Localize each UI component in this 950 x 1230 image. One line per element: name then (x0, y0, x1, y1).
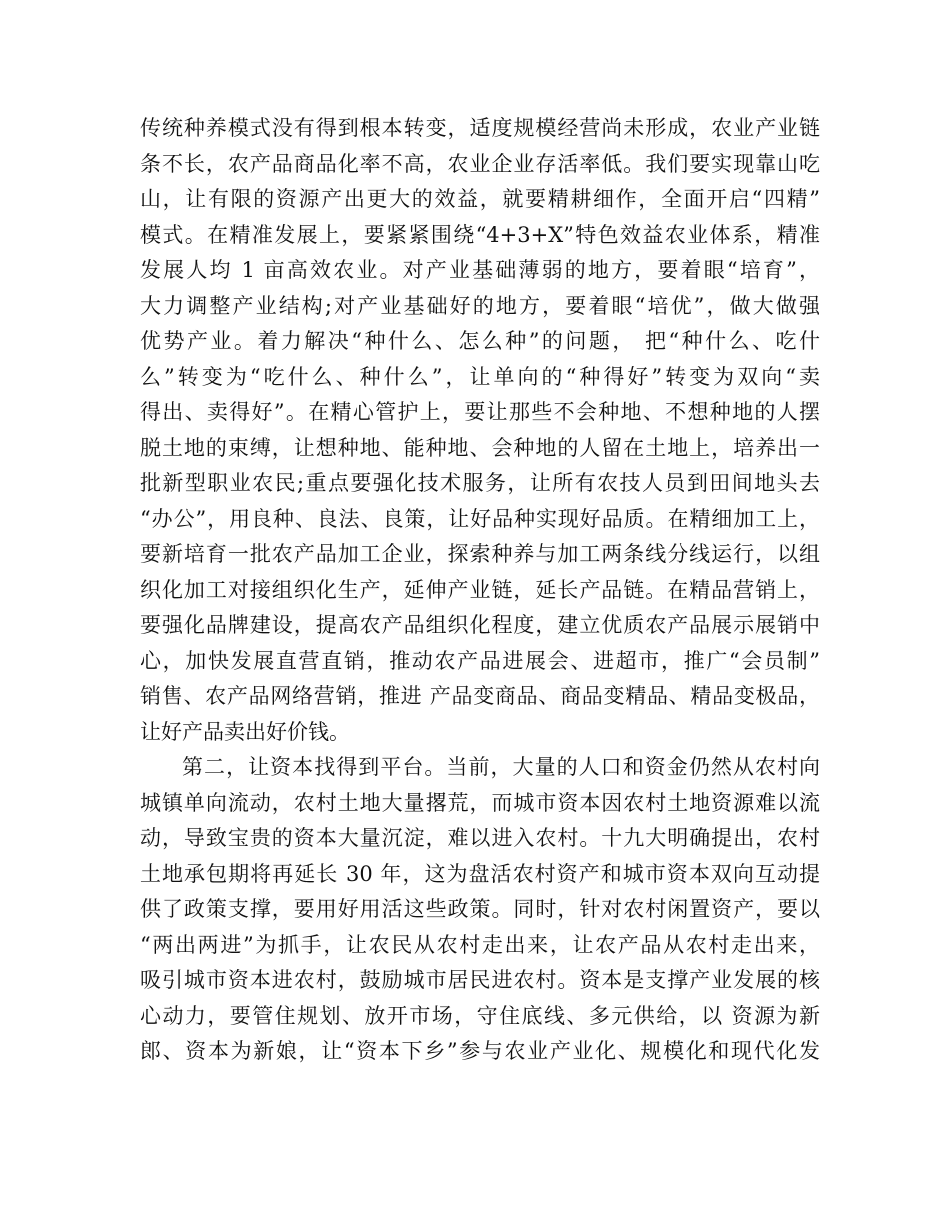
paragraph-line: 传统种养模式没有得到根本转变，适度规模经营尚未形成，农业产业链 (140, 116, 820, 140)
paragraph-line: “两出两进”为抓手，让农民从农村走出来，让农产品从农村走出来， (140, 932, 820, 957)
paragraph-2 (140, 750, 820, 1070)
paragraph-line: 优势产业。着力解决“种什么、怎么种”的问题， 把“种什么、吃什 (140, 329, 820, 353)
paragraph-line: 土地承包期将再延长 30 年，这为盘活农村资产和城市资本双向互动提 (140, 861, 820, 886)
paragraph-line: 么”转变为“吃什么、种什么”，让单向的“种得好”转变为双向“卖 (140, 364, 820, 389)
paragraph-line: 供了政策支撑，要用好用活这些政策。同时，针对农村闲置资产，要以 (140, 897, 820, 921)
paragraph-line: 脱土地的束缚，让想种地、能种地、会种地的人留在土地上，培养出一 (140, 435, 820, 460)
paragraph-line: 吸引城市资本进农村，鼓励城市居民进农村。资本是支撑产业发展的核 (140, 968, 820, 992)
paragraph-line: 让好产品卖出好价钱。 (140, 719, 350, 744)
document-body (140, 111, 820, 1070)
paragraph-line: 得出、卖得好”。在精心管护上，要让那些不会种地、不想种地的人摆 (140, 400, 820, 424)
paragraph-line: 销售、农产品网络营销，推进 产品变商品、商品变精品、精品变极品， (140, 684, 820, 708)
paragraph-line: 发展人均 1 亩高效农业。对产业基础薄弱的地方，要着眼“培育”， (140, 258, 820, 282)
paragraph-line: 要新培育一批农产品加工企业，探索种养与加工两条线分线运行，以组 (140, 542, 820, 566)
paragraph-line: 郎、资本为新娘，让“资本下乡”参与农业产业化、规模化和现代化发 (140, 1039, 820, 1063)
paragraph-line: “办公”，用良种、良法、良策，让好品种实现好品质。在精细加工上， (140, 506, 820, 531)
paragraph-line: 批新型职业农民;重点要强化技术服务，让所有农技人员到田间地头去 (140, 471, 820, 495)
paragraph-line: 第二，让资本找得到平台。当前，大量的人口和资金仍然从农村向 (182, 755, 820, 779)
paragraph-line: 条不长，农产品商品化率不高，农业企业存活率低。我们要实现靠山吃 (140, 151, 820, 176)
paragraph-line: 要强化品牌建设，提高农产品组织化程度，建立优质农产品展示展销中 (140, 613, 820, 637)
paragraph-line: 大力调整产业结构;对产业基础好的地方，要着眼“培优”，做大做强 (140, 293, 820, 318)
paragraph-line: 织化加工对接组织化生产，延伸产业链，延长产品链。在精品营销上， (140, 577, 820, 602)
paragraph-line: 动，导致宝贵的资本大量沉淀，难以进入农村。十九大明确提出，农村 (140, 826, 820, 850)
paragraph-line: 城镇单向流动，农村土地大量撂荒，而城市资本因农村土地资源难以流 (140, 790, 820, 815)
paragraph-line: 心动力，要管住规划、放开市场，守住底线、多元供给，以 资源为新 (140, 1003, 820, 1028)
paragraph-1 (140, 111, 820, 750)
paragraph-line: 山，让有限的资源产出更大的效益，就要精耕细作，全面开启“四精” (140, 187, 820, 211)
paragraph-line: 模式。在精准发展上，要紧紧围绕“4+3+X”特色效益农业体系，精准 (140, 222, 820, 247)
paragraph-line: 心，加快发展直营直销，推动农产品进展会、进超市，推广“会员制” (140, 648, 820, 673)
